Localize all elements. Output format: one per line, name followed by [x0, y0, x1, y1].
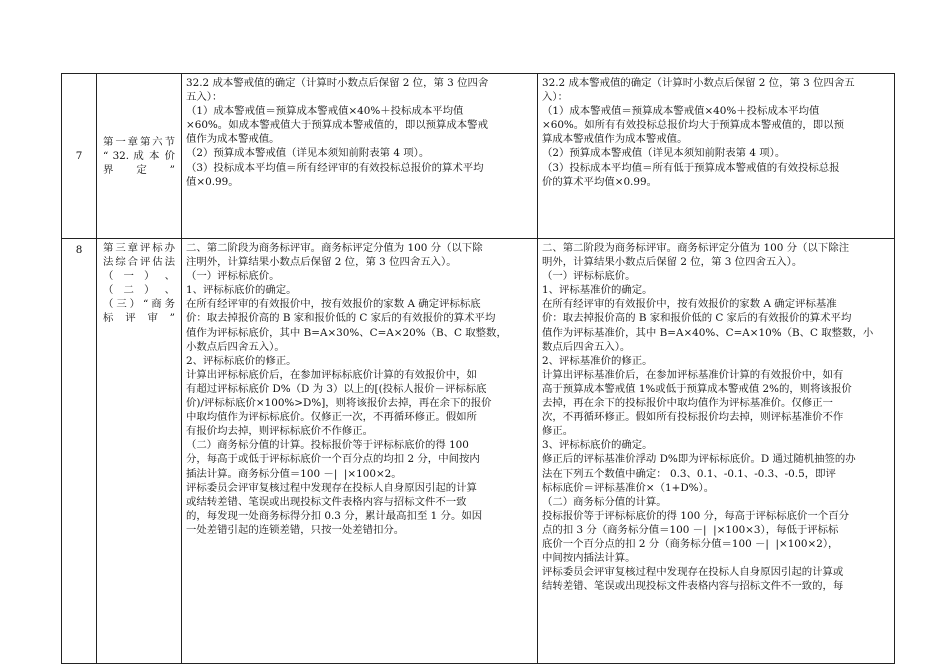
table-row: [62, 74, 895, 239]
original-text-cell: 二、第二阶段为商务标评审。商务标评定分值为 100 分（以下除 注明外，计算结果小数点后保留 2 位，第 3 位四舍五入）。 （一）评标标底价。 1、评标标底价的确定。 在所有经评审的有效报价中，按有效报价的家数 A 确定评标标底 价：取去掉报价高的 B 家和报价低的 C 家后的有效报价的算术平均 值作为评标标底价，其中 B=A×30%、C=A×20%（B、C 取整数， 小数点后四舍五入）。 2、评标标底价的修正。 计算出评标标底价后，在参加评标标底价计算的有效报价中，如 有超过评标标底价 D%（D 为 3）以上的[(投标人报价－评标标底 价)/评标标底价×100%>D%]，则将该报价去掉，再在余下的报价 中取均值作为评标标底价。仅修正一次，不再循环修正。假如所 有报价均去掉，则评标标底价不作修正。 （二）商务标分值的计算。投标报价等于评标标底价的得 100 分，每高于或低于评标标底价一个百分点的均扣 2 分，中间按内 插法计算。商务标分值＝100 －| |×100×2。 评标委员会评审复核过程中发现存在投标人自身原因引起的计算 或结转差错、笔误或出现投标文件表格内容与招标文件不一致 的，每发现一处商务标得分扣 0.3 分，累计最高扣至 1 分。如因 一处差错引起的连锁差错，只按一处差错扣分。: [182, 239, 538, 664]
comparison-table: [61, 73, 895, 664]
section-cell: 第三章评标办 法综合评估法 （ 一 ） 、 （ 二 ） 、 （三）“商务 标评审”: [97, 239, 182, 664]
row-number: 8: [62, 239, 97, 664]
table-row: [62, 239, 895, 664]
row-number: 7: [62, 74, 97, 239]
original-text-cell: 32.2 成本警戒值的确定（计算时小数点后保留 2 位，第 3 位四舍 五入）： （1）成本警戒值＝预算成本警戒值×40%＋投标成本平均值 ×60%。如成本警戒值大于预算成本警戒值的，即以预算成本警戒 值作为成本警戒值。 （2）预算成本警戒值（详见本须知前附表第 4 项）。 （3）投标成本平均值＝所有经评审的有效投标总报价的算术平均 值×0.99。: [182, 74, 538, 239]
revised-text-cell: 二、第二阶段为商务标评审。商务标评定分值为 100 分（以下除注 明外，计算结果小数点后保留 2 位，第 3 位四舍五入）。 （一）评标标底价。 1、评标基准价的确定。 在所有经评审的有效报价中，按有效报价的家数 A 确定评标基准 价：取去掉报价高的 B 家和报价低的 C 家后的有效报价的算术平均 值作为评标基准价，其中 B=A×40%、C=A×10%（B、C 取整数，小 数点后四舍五入）。 2、评标基准价的修正。 计算出评标基准价后，在参加评标基准价计算的有效报价中，如有 高于预算成本警戒值 1%或低于预算成本警戒值 2%的，则将该报价 去掉，再在余下的投标报价中取均值作为评标基准价。仅修正一 次，不再循环修正。假如所有投标报价均去掉，则评标基准价不作 修正。 3、评标标底价的确定。 修正后的评标基准价浮动 D%即为评标标底价。D 通过随机抽签的办 法在下列五个数值中确定： 0.3、0.1、-0.1、-0.3、-0.5，即评 标标底价＝评标基准价×（1+D%）。 （二）商务标分值的计算。 投标报价等于评标标底价的得 100 分，每高于评标标底价一个百分 点的扣 3 分（商务标分值＝100 －| |×100×3），每低于评标标 底价一个百分点的扣 2 分（商务标分值＝100 －| |×100×2）， 中间按内插法计算。 评标委员会评审复核过程中发现存在投标人自身原因引起的计算或 结转差错、笔误或出现投标文件表格内容与招标文件不一致的，每: [538, 239, 895, 664]
revised-text-cell: 32.2 成本警戒值的确定（计算时小数点后保留 2 位，第 3 位四舍五 入）： （1）成本警戒值＝预算成本警戒值×40%＋投标成本平均值 ×60%。如所有有效投标总报价均大于预算成本警戒值的，即以预 算成本警戒值作为成本警戒值。 （2）预算成本警戒值（详见本须知前附表第 4 项）。 （3）投标成本平均值＝所有低于预算成本警戒值的有效投标总报 价的算术平均值×0.99。: [538, 74, 895, 239]
section-cell: 第一章第六节 “ 32. 成 本 价 界定”: [97, 74, 182, 239]
